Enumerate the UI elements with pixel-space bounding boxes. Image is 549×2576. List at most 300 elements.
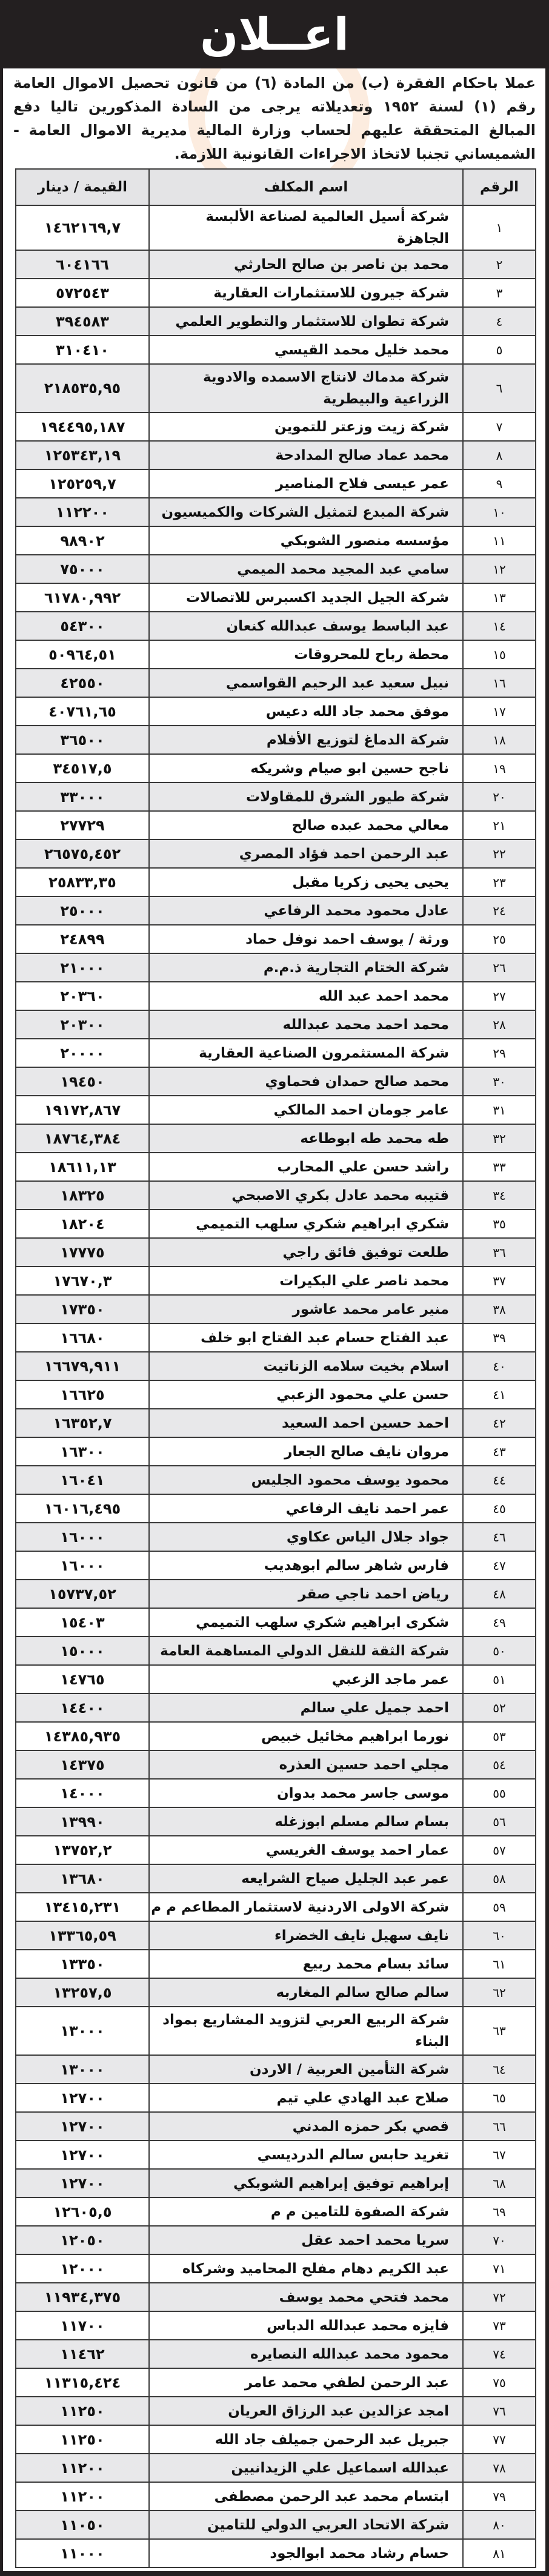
row-debtor-name: معالي محمد عبده صالح: [149, 811, 463, 839]
row-number: ١٦: [463, 669, 536, 697]
row-debtor-name: عبد الكريم دهام مفلح المحاميد وشركاه: [149, 2254, 463, 2283]
table-row: [16, 1210, 536, 1238]
row-debtor-name: رياض احمد ناجي صقر: [149, 1580, 463, 1608]
table-row: [16, 1266, 536, 1295]
table-row: [16, 982, 536, 1010]
row-debtor-name: سالم صالح سالم المغاربه: [149, 1978, 463, 2007]
row-number: ٣٤: [463, 1181, 536, 1210]
debtors-table-container: [15, 168, 535, 2568]
row-number: ١٣: [463, 583, 536, 612]
row-debtor-name: جبريل عبد الرحمن جميلف جاد الله: [149, 2425, 463, 2454]
row-amount-dinar: ١٣٠٠٠: [16, 2007, 149, 2055]
row-amount-dinar: ١١٩٣٤,٣٧٥: [16, 2283, 149, 2311]
row-amount-dinar: ١٨٧٦٤,٣٨٤: [16, 1124, 149, 1153]
row-debtor-name: طلعت توفيق فائق راجي: [149, 1238, 463, 1266]
row-debtor-name: محمد عماد صالح المدادحة: [149, 441, 463, 469]
row-number: ٧٦: [463, 2397, 536, 2425]
row-debtor-name: شركة طيور الشرق للمقاولات: [149, 783, 463, 811]
debtors-table: [15, 168, 536, 2568]
table-row: [16, 2425, 536, 2454]
row-debtor-name: ابتسام محمد عبد الرحمن مصطفى: [149, 2482, 463, 2511]
row-amount-dinar: ١٦٣٥٢,٧: [16, 1409, 149, 1437]
table-row: [16, 2340, 536, 2368]
row-number: ٣١: [463, 1096, 536, 1124]
row-amount-dinar: ١٧٣٥٠: [16, 1295, 149, 1323]
row-debtor-name: شركة الدماغ لتوزيع الأفلام: [149, 726, 463, 754]
announcement-title: اعــلان: [200, 8, 349, 61]
row-debtor-name: ورثة / يوسف احمد نوفل حماد: [149, 925, 463, 953]
row-debtor-name: سائد بسام محمد ربيع: [149, 1950, 463, 1978]
announcement-intro-paragraph: عملا باحكام الفقرة (ب) من المادة (٦) من قانون تحصيل الاموال العامة رقم (١) لسنة ١٩٥٢ وتعديلاته يرجى من السادة المذكورين تاليا دفع المبالغ المتحققة عليهم لحساب وزارة المالية مديرية الاموال العامة - الشميساني تجنبا لاتخاذ الاجراءات القانونية اللازمة.: [13, 74, 536, 162]
row-number: ٢٨: [463, 1010, 536, 1039]
table-row: [16, 1409, 536, 1437]
row-amount-dinar: ٤٠٧٦١,٦٥: [16, 697, 149, 726]
row-number: ١٧: [463, 697, 536, 726]
row-amount-dinar: ١١٢٢٠٠: [16, 498, 149, 526]
row-debtor-name: عبد الباسط يوسف عبدالله كنعان: [149, 612, 463, 640]
row-number: ٦٠: [463, 1921, 536, 1950]
table-row: [16, 2169, 536, 2197]
row-number: ٦٦: [463, 2112, 536, 2141]
table-row: [16, 640, 536, 669]
table-row: [16, 1124, 536, 1153]
row-amount-dinar: ٣٦٥٠٠: [16, 726, 149, 754]
header-value: القيمة / دينار: [16, 169, 149, 205]
row-amount-dinar: ١٤٤٠٠: [16, 1694, 149, 1722]
table-row: [16, 441, 536, 469]
row-debtor-name: امجد عزالدين عبد الرزاق العريان: [149, 2397, 463, 2425]
row-amount-dinar: ١٤٣٧٥: [16, 1750, 149, 1779]
row-debtor-name: ناجح حسين ابو صيام وشريكه: [149, 754, 463, 783]
row-amount-dinar: ٢٥٠٠٠: [16, 896, 149, 925]
row-debtor-name: شركة المستثمرون الصناعية العقارية: [149, 1039, 463, 1067]
table-row: [16, 1437, 536, 1466]
row-amount-dinar: ١١٣١٥,٤٢٤: [16, 2368, 149, 2397]
table-row: [16, 754, 536, 783]
row-debtor-name: عامر جومان احمد المالكي: [149, 1096, 463, 1124]
row-amount-dinar: ١١٧٠٠: [16, 2311, 149, 2340]
table-row: [16, 839, 536, 868]
table-row: [16, 2007, 536, 2055]
row-number: ٤٤: [463, 1466, 536, 1494]
table-row: [16, 1010, 536, 1039]
row-debtor-name: موسى جاسر محمد بدوان: [149, 1779, 463, 1807]
row-debtor-name: عادل محمود محمد الرفاعي: [149, 896, 463, 925]
row-amount-dinar: ١٢٦٠٥,٥: [16, 2197, 149, 2226]
row-debtor-name: محمد خليل محمد القيسي: [149, 336, 463, 364]
row-debtor-name: محمد بن ناصر بن صالح الحارثي: [149, 250, 463, 279]
row-number: ١٥: [463, 640, 536, 669]
table-row: [16, 612, 536, 640]
row-number: ١٢: [463, 555, 536, 583]
table-row: [16, 412, 536, 441]
row-amount-dinar: ١٦٠٠٠: [16, 1523, 149, 1551]
table-row: [16, 2368, 536, 2397]
table-row: [16, 1921, 536, 1950]
table-row: [16, 2482, 536, 2511]
row-amount-dinar: ١٤٠٠٠: [16, 1779, 149, 1807]
row-number: ٨: [463, 441, 536, 469]
header-number: الرقم: [463, 169, 536, 205]
table-row: [16, 2539, 536, 2568]
row-debtor-name: مجلي احمد حسين العذره: [149, 1750, 463, 1779]
row-debtor-name: عبد الرحمن احمد فؤاد المصري: [149, 839, 463, 868]
row-amount-dinar: ٢١٨٥٣٥,٩٥: [16, 364, 149, 412]
row-debtor-name: احمد جميل علي سالم: [149, 1694, 463, 1722]
table-row: [16, 279, 536, 307]
row-number: ٣٦: [463, 1238, 536, 1266]
row-number: ١١: [463, 526, 536, 555]
row-number: ٧٨: [463, 2454, 536, 2482]
table-row: [16, 1323, 536, 1352]
table-row: [16, 2226, 536, 2254]
table-row: [16, 1466, 536, 1494]
row-debtor-name: شركة جيرون للاستثمارات العقارية: [149, 279, 463, 307]
row-amount-dinar: ٢٦٥٧٥,٤٥٢: [16, 839, 149, 868]
row-number: ٧: [463, 412, 536, 441]
row-number: ٣٧: [463, 1266, 536, 1295]
row-debtor-name: يحيى يحيى زكريا مقبل: [149, 868, 463, 896]
row-debtor-name: منير عامر محمد عاشور: [149, 1295, 463, 1323]
table-row: [16, 1295, 536, 1323]
row-debtor-name: نايف سهيل نايف الخضراء: [149, 1921, 463, 1950]
table-row: [16, 1523, 536, 1551]
row-amount-dinar: ١٦٦٧٩,٩١١: [16, 1352, 149, 1380]
row-number: ٧١: [463, 2254, 536, 2283]
row-number: ٣٠: [463, 1067, 536, 1096]
table-row: [16, 811, 536, 839]
row-number: ٥٠: [463, 1637, 536, 1665]
row-amount-dinar: ٦١٧٨٠,٩٩٢: [16, 583, 149, 612]
row-amount-dinar: ٥٧٢٥٤٣: [16, 279, 149, 307]
row-debtor-name: شركة الثقة للنقل الدولي المساهمة العامة: [149, 1637, 463, 1665]
row-number: ٤: [463, 307, 536, 336]
row-amount-dinar: ١٥٠٠٠: [16, 1637, 149, 1665]
row-amount-dinar: ٢٧٧٢٩: [16, 811, 149, 839]
row-number: ٨٠: [463, 2511, 536, 2539]
row-number: ٧٧: [463, 2425, 536, 2454]
row-debtor-name: عمر ماجد الزعبي: [149, 1665, 463, 1694]
table-row: [16, 336, 536, 364]
table-header-row: [16, 169, 536, 205]
row-debtor-name: شركة الجيل الجديد اكسبرس للاتصالات: [149, 583, 463, 612]
table-row: [16, 1950, 536, 1978]
row-number: ٢: [463, 250, 536, 279]
table-row: [16, 1380, 536, 1409]
row-amount-dinar: ١١٠٠٠: [16, 2539, 149, 2568]
table-row: [16, 1608, 536, 1637]
table-row: [16, 307, 536, 336]
row-amount-dinar: ١٤٣٨٥,٩٣٥: [16, 1722, 149, 1750]
table-row: [16, 1181, 536, 1210]
row-number: ٧٣: [463, 2311, 536, 2340]
table-row: [16, 1067, 536, 1096]
row-amount-dinar: ٢٥٨٣٣,٣٥: [16, 868, 149, 896]
row-amount-dinar: ١٩١٧٢,٨٦٧: [16, 1096, 149, 1124]
row-number: ٤١: [463, 1380, 536, 1409]
row-debtor-name: محمد فتحي محمد يوسف: [149, 2283, 463, 2311]
row-debtor-name: شركة الاتحاد العربي الدولي للتامين: [149, 2511, 463, 2539]
row-debtor-name: محمد ناصر علي البكيرات: [149, 1266, 463, 1295]
row-number: ٦٥: [463, 2084, 536, 2112]
row-number: ٥٤: [463, 1750, 536, 1779]
row-amount-dinar: ٤٢٥٥٠: [16, 669, 149, 697]
row-amount-dinar: ٢٠٠٠٠: [16, 1039, 149, 1067]
row-amount-dinar: ١٧٦٧٠,٣: [16, 1266, 149, 1295]
table-row: [16, 2454, 536, 2482]
row-amount-dinar: ١٤٦٢١٦٩,٧: [16, 205, 149, 250]
row-amount-dinar: ١٣٢٥٧,٥: [16, 1978, 149, 2007]
row-amount-dinar: ١٩٤٥٠: [16, 1067, 149, 1096]
row-amount-dinar: ١٢٠٠٠: [16, 2254, 149, 2283]
row-debtor-name: عمر عبد الجليل صياح الشرايعه: [149, 1864, 463, 1893]
row-amount-dinar: ١١٢٥٠: [16, 2397, 149, 2425]
row-number: ٥٣: [463, 1722, 536, 1750]
row-amount-dinar: ١١٢٠٠: [16, 2482, 149, 2511]
row-debtor-name: عمار احمد يوسف الغريسي: [149, 1836, 463, 1864]
row-debtor-name: راشد حسن علي المحارب: [149, 1153, 463, 1181]
row-number: ٣٥: [463, 1210, 536, 1238]
row-number: ٢٧: [463, 982, 536, 1010]
table-row: [16, 1807, 536, 1836]
row-number: ١٩: [463, 754, 536, 783]
row-debtor-name: مروان نايف صالح الجعار: [149, 1437, 463, 1466]
row-amount-dinar: ١١٢٥٠: [16, 2425, 149, 2454]
row-number: ٤٧: [463, 1551, 536, 1580]
table-row: [16, 1750, 536, 1779]
announcement-banner: [0, 0, 549, 68]
table-row: [16, 2084, 536, 2112]
row-amount-dinar: ١٩٤٤٩٥,١٨٧: [16, 412, 149, 441]
table-row: [16, 669, 536, 697]
row-number: ٦٣: [463, 2007, 536, 2055]
row-amount-dinar: ٣٣٠٠٠: [16, 783, 149, 811]
table-row: [16, 953, 536, 982]
table-row: [16, 526, 536, 555]
row-debtor-name: حسام رشاد محمد ابوالجود: [149, 2539, 463, 2568]
row-number: ٤٣: [463, 1437, 536, 1466]
row-number: ٩: [463, 469, 536, 498]
row-debtor-name: بسام سالم مسلم ابوزغله: [149, 1807, 463, 1836]
row-number: ٤٩: [463, 1608, 536, 1637]
row-amount-dinar: ٥٤٣٠٠: [16, 612, 149, 640]
row-debtor-name: شركة الاولى الاردنية لاستثمار المطاعم م م: [149, 1893, 463, 1921]
table-row: [16, 1779, 536, 1807]
row-debtor-name: شكري ابراهيم شكري سلهب التميمي: [149, 1210, 463, 1238]
row-debtor-name: عبد الرحمن لطفي محمد عامر: [149, 2368, 463, 2397]
row-amount-dinar: ١١٢٠٠: [16, 2454, 149, 2482]
row-number: ٦١: [463, 1950, 536, 1978]
row-debtor-name: شركة أسيل العالمية لصناعة الألبسة الجاهزة: [149, 205, 463, 250]
table-row: [16, 1978, 536, 2007]
row-debtor-name: عمر عيسى فلاح المناصير: [149, 469, 463, 498]
row-debtor-name: فايزه محمد عبدالله الدباس: [149, 2311, 463, 2340]
row-amount-dinar: ١٧٧٧٥: [16, 1238, 149, 1266]
table-row: [16, 469, 536, 498]
row-amount-dinar: ٣٩٤٥٨٣: [16, 307, 149, 336]
table-row: [16, 1580, 536, 1608]
row-amount-dinar: ٢٠٣٠٠: [16, 1010, 149, 1039]
row-number: ٦٤: [463, 2055, 536, 2084]
row-number: ٧٤: [463, 2340, 536, 2368]
row-debtor-name: شركة المبدع لتمثيل الشركات والكميسيون: [149, 498, 463, 526]
row-number: ٣٢: [463, 1124, 536, 1153]
row-amount-dinar: ١٦٣٠٠: [16, 1437, 149, 1466]
row-number: ٤٢: [463, 1409, 536, 1437]
table-row: [16, 2511, 536, 2539]
row-debtor-name: جواد جلال الياس عكاوي: [149, 1523, 463, 1551]
row-amount-dinar: ١٨٢٠٤: [16, 1210, 149, 1238]
row-number: ٢١: [463, 811, 536, 839]
row-number: ٥٧: [463, 1836, 536, 1864]
row-amount-dinar: ١٣٤١٥,٢٣١: [16, 1893, 149, 1921]
row-debtor-name: سريا محمد احمد عقل: [149, 2226, 463, 2254]
table-row: [16, 783, 536, 811]
row-amount-dinar: ١٣٠٠٠: [16, 2055, 149, 2084]
row-amount-dinar: ١٢٠٥٠: [16, 2226, 149, 2254]
row-number: ١٠: [463, 498, 536, 526]
row-debtor-name: قصي بكر حمزه المدني: [149, 2112, 463, 2141]
row-number: ٢٦: [463, 953, 536, 982]
table-row: [16, 1665, 536, 1694]
row-debtor-name: محمود يوسف محمود الجليس: [149, 1466, 463, 1494]
row-number: ٥٥: [463, 1779, 536, 1807]
table-row: [16, 896, 536, 925]
table-row: [16, 2397, 536, 2425]
table-row: [16, 1694, 536, 1722]
row-amount-dinar: ٣١٠٤١٠: [16, 336, 149, 364]
row-amount-dinar: ٧٥٠٠٠: [16, 555, 149, 583]
row-debtor-name: حسن علي محمود الزعبي: [149, 1380, 463, 1409]
row-amount-dinar: ١٨٦١١,١٣: [16, 1153, 149, 1181]
table-row: [16, 1039, 536, 1067]
table-row: [16, 2197, 536, 2226]
table-row: [16, 2254, 536, 2283]
row-amount-dinar: ١٣٣٥٠: [16, 1950, 149, 1978]
row-number: ٥٦: [463, 1807, 536, 1836]
table-row: [16, 1096, 536, 1124]
row-amount-dinar: ١٦٦٢٥: [16, 1380, 149, 1409]
row-debtor-name: شركة التأمين العربية / الاردن: [149, 2055, 463, 2084]
table-row: [16, 2112, 536, 2141]
row-debtor-name: صلاح عبد الهادي علي تيم: [149, 2084, 463, 2112]
table-row: [16, 1153, 536, 1181]
row-number: ٦: [463, 364, 536, 412]
row-debtor-name: شركة تطوان للاستثمار والتطوير العلمي: [149, 307, 463, 336]
table-row: [16, 925, 536, 953]
row-number: ٧٥: [463, 2368, 536, 2397]
row-debtor-name: محمد صالح حمدان فحماوي: [149, 1067, 463, 1096]
table-row: [16, 498, 536, 526]
row-amount-dinar: ١٥٤٠٣: [16, 1608, 149, 1637]
row-amount-dinar: ١٤٧٦٥: [16, 1665, 149, 1694]
row-number: ٣: [463, 279, 536, 307]
row-amount-dinar: ٢٠٣٦٠: [16, 982, 149, 1010]
row-debtor-name: فارس شاهر سالم ابوهديب: [149, 1551, 463, 1580]
row-number: ٢٠: [463, 783, 536, 811]
table-row: [16, 1352, 536, 1380]
row-number: ١٤: [463, 612, 536, 640]
row-debtor-name: تغريد حابس سالم الدرديسي: [149, 2141, 463, 2169]
row-debtor-name: إبراهيم توفيق إبراهيم الشوبكي: [149, 2169, 463, 2197]
row-amount-dinar: ١١٤٦٢: [16, 2340, 149, 2368]
row-amount-dinar: ١٢٥٣٤٣,١٩: [16, 441, 149, 469]
row-number: ١٨: [463, 726, 536, 754]
row-number: ٥٨: [463, 1864, 536, 1893]
row-amount-dinar: ١٥٧٣٧,٥٢: [16, 1580, 149, 1608]
row-number: ٧٩: [463, 2482, 536, 2511]
row-debtor-name: عبدالله اسماعيل علي الزيدانيين: [149, 2454, 463, 2482]
row-debtor-name: شركة الختام التجارية ذ.م.م: [149, 953, 463, 982]
row-amount-dinar: ١٦٦٨٠: [16, 1323, 149, 1352]
row-amount-dinar: ١٢٧٠٠: [16, 2141, 149, 2169]
row-amount-dinar: ٣٤٥١٧,٥: [16, 754, 149, 783]
row-amount-dinar: ١٢٧٠٠: [16, 2112, 149, 2141]
row-number: ١: [463, 205, 536, 250]
row-number: ٦٩: [463, 2197, 536, 2226]
table-row: [16, 2141, 536, 2169]
row-amount-dinar: ٢١٠٠٠: [16, 953, 149, 982]
row-amount-dinar: ١٨٣٢٥: [16, 1181, 149, 1210]
row-debtor-name: سامي عبد المجيد محمد الميمي: [149, 555, 463, 583]
row-debtor-name: مؤسسه منصور الشوبكي: [149, 526, 463, 555]
row-number: ٢٩: [463, 1039, 536, 1067]
row-number: ٨١: [463, 2539, 536, 2568]
table-row: [16, 2055, 536, 2084]
row-number: ٧٠: [463, 2226, 536, 2254]
row-debtor-name: محمد احمد عبد الله: [149, 982, 463, 1010]
row-debtor-name: شكرى ابراهيم شكري سلهب التميمي: [149, 1608, 463, 1637]
row-number: ٥٩: [463, 1893, 536, 1921]
table-row: [16, 1722, 536, 1750]
row-amount-dinar: ١٣٦٨٠: [16, 1864, 149, 1893]
row-number: ٢٣: [463, 868, 536, 896]
row-amount-dinar: ١٦٠١٦,٤٩٥: [16, 1494, 149, 1523]
row-debtor-name: عبد الفتاح حسام عبد الفتاح ابو خلف: [149, 1323, 463, 1352]
row-debtor-name: طه محمد طه ابوطاعه: [149, 1124, 463, 1153]
header-name: اسم المكلف: [149, 169, 463, 205]
table-row: [16, 583, 536, 612]
table-row: [16, 697, 536, 726]
row-amount-dinar: ١٣٩٩٠: [16, 1807, 149, 1836]
row-debtor-name: اسلام بخيت سلامه الزناتيت: [149, 1352, 463, 1380]
row-number: ٦٨: [463, 2169, 536, 2197]
table-row: [16, 1893, 536, 1921]
row-debtor-name: احمد حسين احمد السعيد: [149, 1409, 463, 1437]
table-row: [16, 1238, 536, 1266]
row-amount-dinar: ٦٠٤١٦٦: [16, 250, 149, 279]
row-number: ٣٣: [463, 1153, 536, 1181]
row-amount-dinar: ٩٨٩٠٢: [16, 526, 149, 555]
row-amount-dinar: ١٦٠٤١: [16, 1466, 149, 1494]
row-amount-dinar: ١٦٠٠٠: [16, 1551, 149, 1580]
table-row: [16, 1494, 536, 1523]
table-row: [16, 2283, 536, 2311]
row-amount-dinar: ١٣٣٦٥,٥٩: [16, 1921, 149, 1950]
table-row: [16, 1551, 536, 1580]
row-number: ٥: [463, 336, 536, 364]
table-row: [16, 205, 536, 250]
table-row: [16, 555, 536, 583]
row-number: ٥١: [463, 1665, 536, 1694]
row-debtor-name: محطة رباح للمحروقات: [149, 640, 463, 669]
row-amount-dinar: ٢٤٨٩٩: [16, 925, 149, 953]
table-row: [16, 868, 536, 896]
row-number: ٤٨: [463, 1580, 536, 1608]
row-number: ٤٥: [463, 1494, 536, 1523]
table-row: [16, 250, 536, 279]
row-debtor-name: عمر احمد نايف الرفاعي: [149, 1494, 463, 1523]
